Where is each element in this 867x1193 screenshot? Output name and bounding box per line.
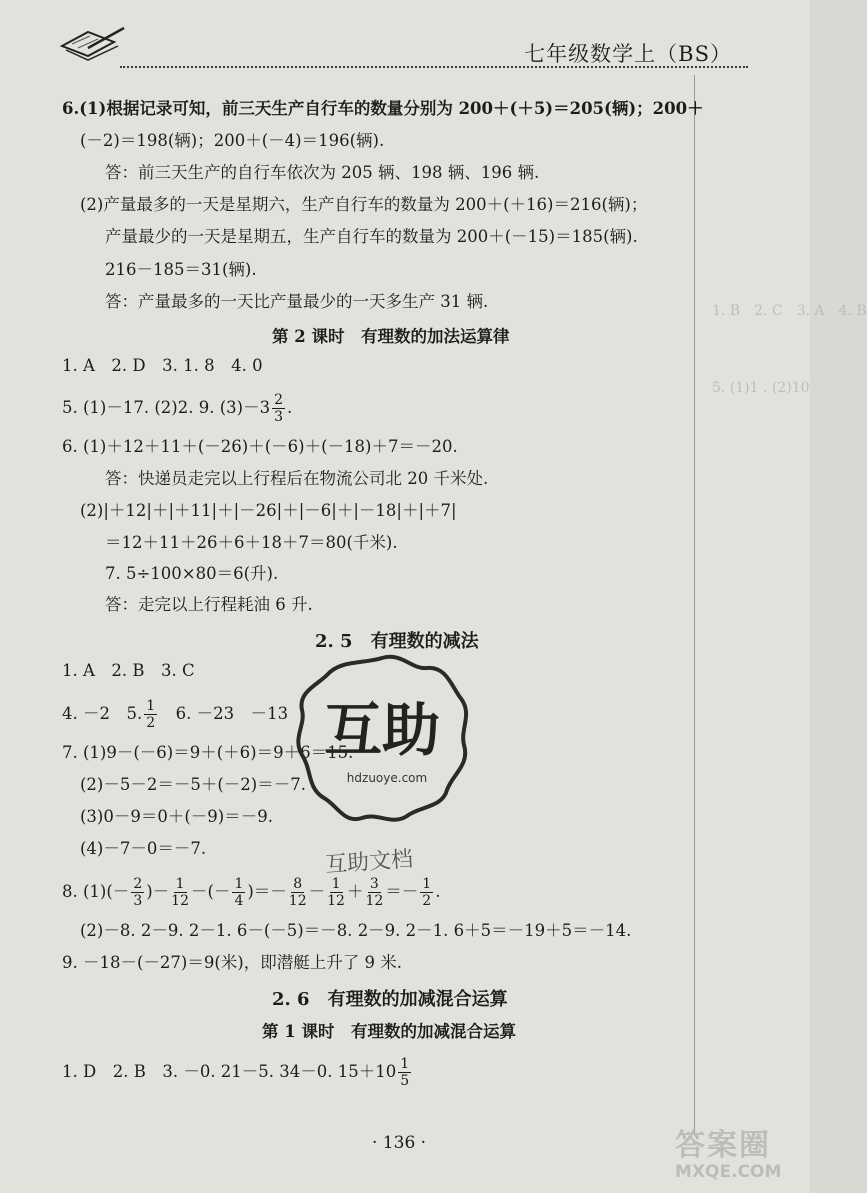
answer-line: 1. A 2. B 3. C: [62, 661, 195, 680]
answer-line: 答：前三天生产的自行车依次为 205 辆、198 辆、196 辆.: [105, 163, 540, 182]
fraction: $\frac{1}{12}$: [171, 876, 189, 909]
answer-line: 答：快递员走完以上行程后在物流公司北 20 千米处.: [105, 469, 489, 488]
answer-line: 1. D 2. B 3. －0. 21－5. 34－0. 15＋10 $\frac{1}{5}$: [62, 1056, 410, 1089]
lesson-heading: 第 1 课时 有理数的加减混合运算: [262, 1022, 516, 1041]
fraction: $\frac{1}{12}$: [327, 876, 345, 909]
book-title: 七年级数学上（BS）: [524, 42, 732, 66]
answer-line: ＝12＋11＋26＋6＋18＋7＝80(千米).: [105, 533, 398, 552]
svg-text:互助: 互助: [323, 696, 441, 764]
watermark-logo: 答案圈 MXQE.COM: [675, 1128, 782, 1182]
section-heading: 2. 6 有理数的加减混合运算: [272, 989, 508, 1010]
fraction: $\frac{1}{2}$: [422, 876, 432, 909]
lesson-heading: 第 2 课时 有理数的加法运算律: [272, 327, 510, 346]
header-divider: [120, 66, 748, 68]
answer-line: (－2)＝198(辆)；200＋(－4)＝196(辆).: [80, 131, 385, 150]
answer-line: 6.(1)根据记录可知，前三天生产自行车的数量分别为 200＋(＋5)＝205(辆)；200＋: [62, 99, 704, 118]
answer-line: (2)－8. 2－9. 2－1. 6－(－5)＝－8. 2－9. 2－1. 6＋5＝－19＋5＝－14.: [80, 921, 632, 940]
answer-line: (3)0－9＝0＋(－9)＝－9.: [80, 807, 273, 826]
notebook-pen-icon: [58, 24, 128, 64]
answer-line: 9. －18－(－27)＝9(米)，即潜艇上升了 9 米.: [62, 953, 402, 972]
fraction: $\frac{1}{5}$: [400, 1056, 410, 1089]
answer-line: 7. (1)9－(－6)＝9＋(＋6)＝9＋6＝15.: [62, 743, 354, 762]
page-number: · 136 ·: [372, 1133, 427, 1153]
stamp-caption: 互助文档: [324, 846, 414, 879]
answer-line: (2)|＋12|＋|＋11|＋|－26|＋|－6|＋|－18|＋|＋7|: [80, 501, 457, 520]
answer-line: (2)－5－2＝－5＋(－2)＝－7.: [80, 775, 306, 794]
page-fold-line: [694, 75, 695, 1133]
fraction: $\frac{3}{12}$: [365, 876, 384, 909]
svg-text:hdzuoye.com: hdzuoye.com: [346, 771, 428, 785]
section-heading: 2. 5 有理数的减法: [315, 631, 479, 652]
answer-line: 6. (1)＋12＋11＋(－26)＋(－6)＋(－18)＋7＝－20.: [62, 437, 458, 456]
bleed-text: 1. B 2. C 3. A 4. B: [712, 303, 867, 319]
answer-line: (4)－7－0＝－7.: [80, 839, 207, 858]
answer-line: 1. A 2. D 3. 1. 8 4. 0: [62, 356, 263, 375]
fraction: $\frac{1}{2}$: [146, 698, 156, 731]
answer-line: 5. (1)－17. (2)2. 9. (3)－3 $\frac{2}{3}$ .: [62, 392, 293, 425]
answer-line: 4. －2 5. $\frac{1}{2}$ 6. －23 －13: [62, 698, 289, 731]
stamp-logo: [292, 650, 472, 825]
fraction: $\frac{1}{4}$: [234, 876, 244, 909]
fraction: $\frac{2}{3}$: [133, 876, 143, 909]
answer-line: 7. 5÷100×80＝6(升).: [105, 564, 279, 583]
fraction: $\frac{8}{12}$: [288, 876, 307, 909]
answer-line: (2)产量最多的一天是星期六，生产自行车的数量为 200＋(＋16)＝216(辆)；: [80, 195, 648, 214]
bleed-text: 5. (1)1 . (2)10: [712, 380, 810, 396]
answer-line: 8. (1)(－ $\frac{2}{3}$ )－ $\frac{1}{12}$ －(－ $\frac{1}{4}$ )＝－ $\frac{8}{12}$ － $\frac{1}{12}$ ＋ $\frac{3}{12}$ ＝－ $\frac{1}{2}$ .: [62, 876, 441, 909]
fraction: $\frac{2}{3}$: [274, 392, 283, 425]
answer-line: 答：走完以上行程耗油 6 升.: [105, 595, 313, 614]
answer-line: 答：产量最多的一天比产量最少的一天多生产 31 辆.: [105, 292, 489, 311]
answer-line: 产量最少的一天是星期五，生产自行车的数量为 200＋(－15)＝185(辆).: [105, 227, 638, 246]
answer-line: 216－185＝31(辆).: [105, 260, 257, 279]
